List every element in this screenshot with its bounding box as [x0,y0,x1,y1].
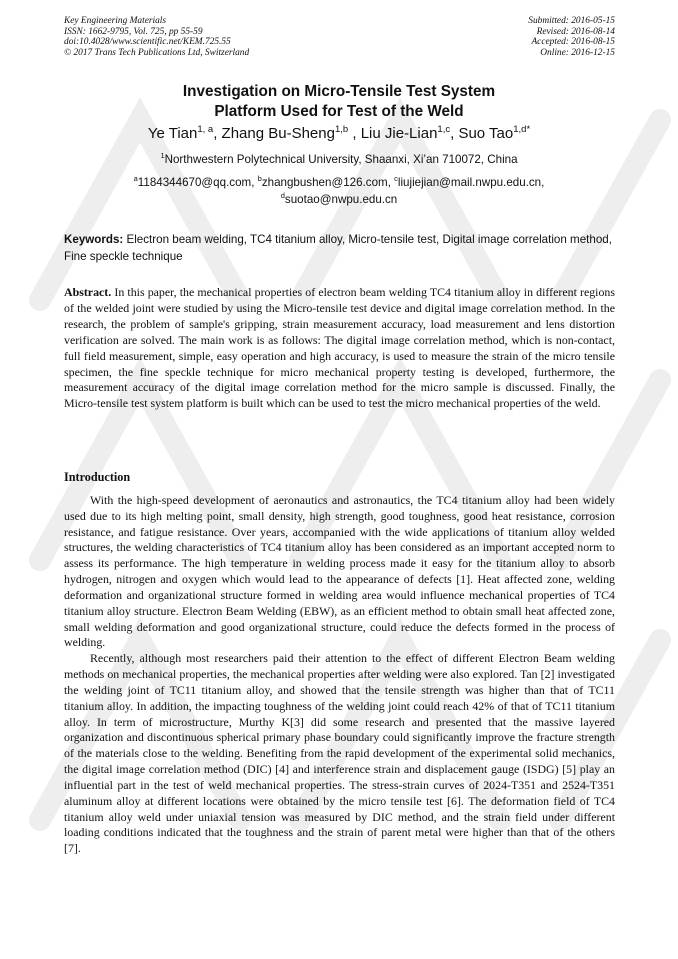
affiliation-text: Northwestern Polytechnical University, Shaanxi, Xi’an 710072, China [164,153,518,166]
email-line-2 [60,192,618,209]
keywords-text: Electron beam welding, TC4 titanium alloy, Micro-tensile test, Digital image correlation method, Fine speckle technique [64,233,612,263]
author-name: Liu Jie-Lian [360,125,438,142]
journal-doi[interactable]: doi:10.4028/www.scientific.net/KEM.725.55 [64,37,231,48]
introduction-paragraph-2: Recently, although most researchers paid their attention to the effect of different Electron Beam welding methods on mechanical properties, the mechanical properties after welding were also explored. Tan [2] investigated the welding joint of TC11 titanium alloy, and showed that the tensile strength was higher than that of TC11 titanium alloy. In addition, the impacting toughness of the welding joint could reach 42% of that of TC11 titanium alloy. In term of microstructure, Murthy K[3] did some research and presented that the massive layered organization and discontinuous spherical primary phase boundary could significantly improve the fracture strength of the materials close to the welding. Benefiting from the rapid development of the experimental solid mechanics, the digital image correlation method (DIC) [4] and interference strain and displacement gauge (ISDG) [5] play an influential part in the test of weld mechanical properties. The stress-strain curves of 2024-T351 and 2524-T351 aluminum alloy at different locations were obtained by the micro tensile test [6]. The deformation field of TC4 titanium alloy weld under uniaxial tension was measured by DIC method, and the strain field under different loading conditions indicated that the toughness and the strain of parent metal were higher than that of the others [7]. [64,651,615,856]
email-line-1 [60,175,618,192]
email-mark-b: b [257,174,262,184]
paper-title [60,82,618,121]
date-submitted: Submitted: 2016-05-15 [528,16,615,26]
keywords [64,232,615,265]
date-online: Online: 2016-12-15 [540,47,615,58]
journal-info [64,16,249,58]
abstract-label: Abstract. [64,285,112,299]
author-separator: , [348,125,361,142]
affiliation [60,152,618,167]
affiliation-mark: 1 [160,151,165,161]
author-name: Ye Tian [147,125,198,142]
email-mark-d: d [280,190,285,200]
author-name: Zhang Bu-Sheng [221,125,335,142]
section-heading-introduction: Introduction [64,470,131,484]
author-affiliation-mark: 1,d* [513,124,531,135]
keywords-label: Keywords: [64,233,124,246]
email-c[interactable]: liujiejian@mail.nwpu.edu.cn, [397,176,545,189]
author-affiliation-mark: 1, a [197,124,214,135]
author-separator: , [213,125,222,142]
introduction-paragraph-1: With the high-speed development of aeronautics and astronautics, the TC4 titanium alloy had been widely used due to its high melting point, small density, high strength, good toughness, good heat resistance, corrosion resistance, and fatigue resistance. Over years, accompanied with the wide applications of titanium alloy welded structures, the welding characteristics of TC4 titanium alloy has been considered as an important accepted norm to assess its performance. The high temperature in welding process made it easy for the titanium alloy to absorb hydrogen, nitrogen and oxygen which would lead to the appearance of defects [1]. Heat affected zone, welding deformation and organizational structure formed in welding area would influence mechanical properties of TC4 titanium alloy structure. Electron Beam Welding (EBW), as an efficient method to obtain small heat affected zone, small welding deformation and good organizational structure, could reduce the defects formed in the process of welding. [64,493,615,650]
abstract-text: In this paper, the mechanical properties of electron beam welding TC4 titanium alloy in different regions of the welded joint were studied by using the Micro-tensile test device and digital image correlation method. In the research, the problem of sample's gripping, strain measurement accuracy, load measurement and lens distortion verification are solved. The main work is as follows: The digital image correlation method, which is non-contact, full field measurement, simple, easy operation and high accuracy, is used to measure the strain of the micro tensile specimen, the fine speckle technique for micro mechanical property testing is developed, furthermore, the measurement accuracy of the digital image correlation method for the micro sample is discussed. Finally, the Micro-tensile test system platform is built which can be used to test the micro mechanical properties of the weld. [64,285,615,411]
author-list [60,124,618,144]
introduction-body [64,493,615,857]
paper-title-line-2: Platform Used for Test of the Weld [214,102,464,120]
email-mark-a: a [133,174,138,184]
paper-title-line-1: Investigation on Micro-Tensile Test System [182,83,496,100]
journal-copyright: © 2017 Trans Tech Publications Ltd, Switzerland [64,47,250,58]
author-affiliation-mark: 1,b [334,124,349,135]
author-separator: , [450,125,459,142]
email-b[interactable]: zhangbushen@126.com, [261,176,395,189]
journal-name: Key Engineering Materials [64,16,167,26]
publication-dates [528,16,615,58]
date-accepted: Accepted: 2016-08-15 [531,37,615,48]
email-mark-c: c [394,174,398,184]
journal-header [64,16,615,58]
author-affiliation-mark: 1,c [437,124,451,135]
email-d[interactable]: suotao@nwpu.edu.cn [284,192,398,206]
date-revised: Revised: 2016-08-14 [536,26,615,37]
author-emails [60,175,618,208]
author-name: Suo Tao [458,125,514,142]
email-a[interactable]: 1184344670@qq.com, [137,176,258,189]
journal-issn: ISSN: 1662-9795, Vol. 725, pp 55-59 [64,26,203,37]
abstract [64,285,615,412]
